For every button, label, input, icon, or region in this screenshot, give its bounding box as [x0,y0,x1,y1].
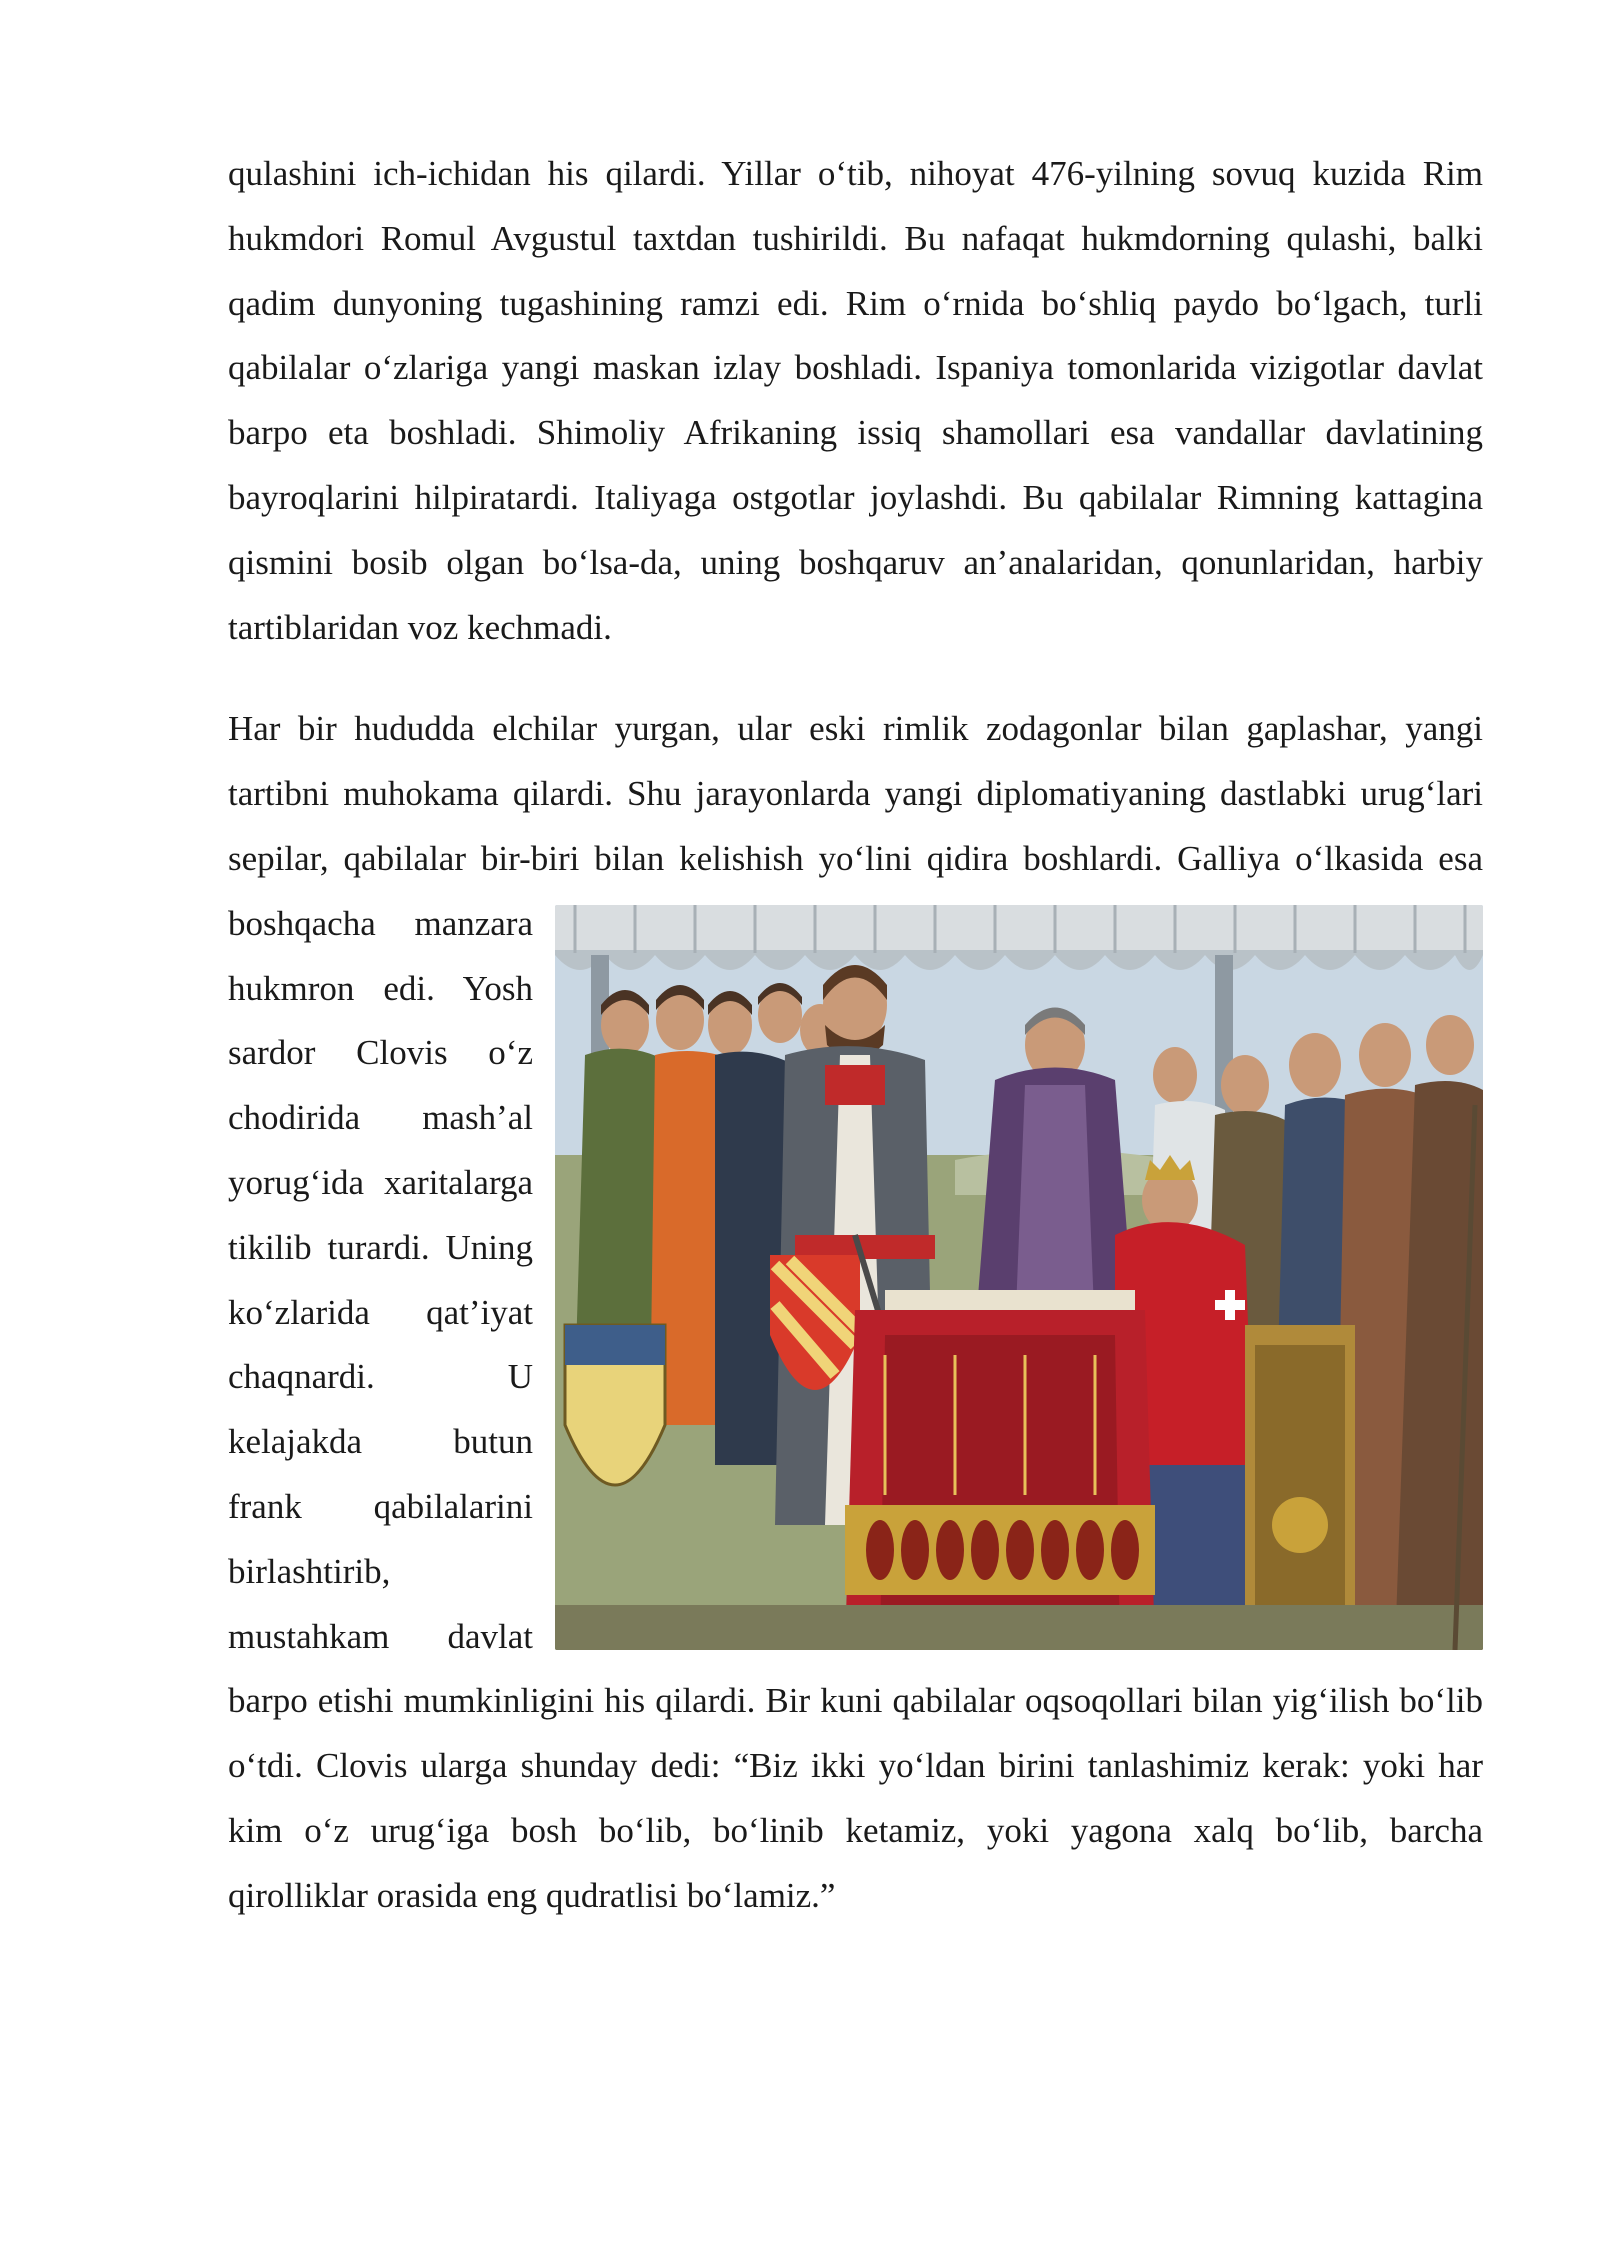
paragraph: qulashini ich-ichidan his qilardi. Yillar o‘tib, nihoyat 476-yilning sovuq kuzida Rim hukmdori Romul Avgustul taxtdan tushirildi. Bu nafaqat hukmdorning qulashi, balki qadim dunyoning tugashining ramzi edi. Rim o‘rnida bo‘shliq paydo bo‘lgach, turli qabilalar o‘zlariga yangi maskan izlay boshladi. Ispaniya tomonlarida vizigotlar davlat barpo eta boshladi. Shimoliy Afrikaning issiq shamollari esa vandallar davlatining bayroqlarini hilpiratardi. Italiyaga ostgotlar joylashdi. Bu qabilalar Rimning kattagina qismini bosib olgan bo‘lsa-da, uning boshqaruv an’analaridan, qonunlaridan, harbiy tartiblaridan voz kechmadi. [228,154,1483,647]
paragraph-text-before: Har bir hududda elchilar yurgan, ular eski rimlik zodagonlar bilan gaplashar, yangi tartibni muhokama qilardi. Shu jarayonlarda yangi diplomatiyaning dastlabki urug‘lari sepilar, qabilalar bir-biri bilan kelishish yo‘lini qidira boshlardi. [228,709,1483,878]
illustration-canvas [555,905,1483,1650]
paragraph-text [228,709,1483,1914]
medieval-council-illustration [555,905,1483,1650]
paragraph [228,697,1483,1928]
document-page [228,142,1483,1929]
paragraph-text-after: Galliya o‘lkasida esa boshqacha manzara hukmron edi. Yosh sardor Clovis o‘z chodirida mash’al yorug‘ida xaritalarga tikilib turardi. Uning ko‘zlarida qat’iyat chaqnardi. U kelajakda butun frank qabilalarini birlashtirib, mustahkam davlat barpo etishi mumkinligini his qilardi. Bir kuni qabilalar oqsoqollari bilan yig‘ilish bo‘lib o‘tdi. Clovis ularga shunday dedi: “Biz ikki yo‘ldan birini tanlashimiz kerak: yoki har kim o‘z urug‘iga bosh bo‘lib, bo‘linib ketamiz, yoki yagona xalq bo‘lib, barcha qirolliklar orasida eng qudratlisi bo‘lamiz.” [228,838,1483,1915]
